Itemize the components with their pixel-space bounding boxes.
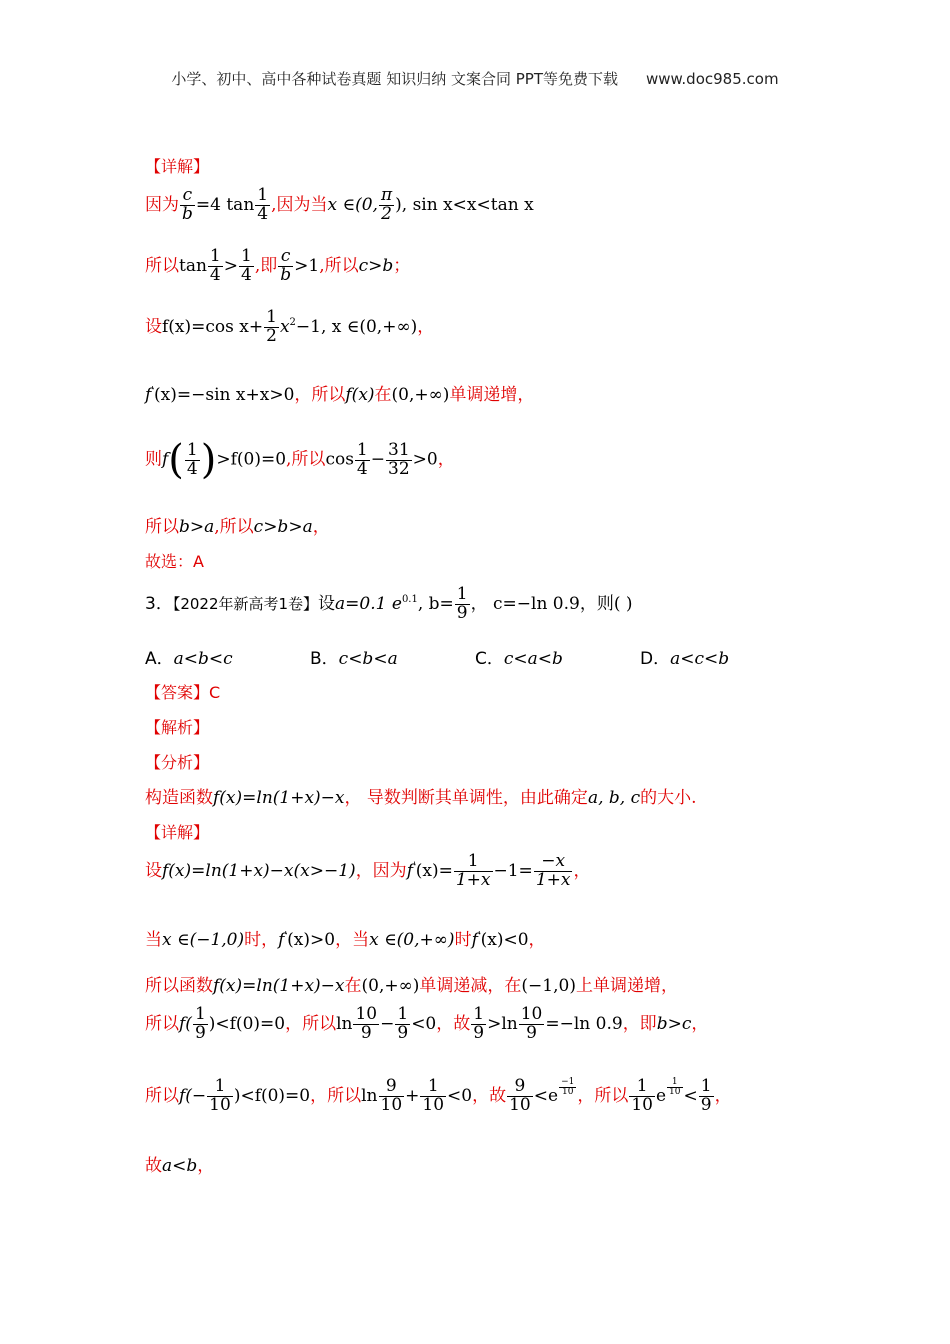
prime: ': [477, 930, 481, 942]
fenxi-tag: 【分析】: [145, 753, 210, 772]
text: ，: [417, 316, 435, 337]
math: f: [278, 930, 285, 950]
math: f(x)=ln(1+x)−x: [213, 788, 345, 808]
math: >ln: [487, 1013, 518, 1034]
math: ), sin x<x<tan x: [395, 194, 534, 215]
denominator: 9: [526, 1022, 537, 1043]
text: ,所以: [214, 517, 254, 537]
option-label: D．: [640, 649, 671, 669]
text: 因为: [145, 194, 179, 215]
paren: ): [200, 437, 217, 483]
solution-line-5: 则f( $\frac{1}{4}$ )>f(0)=0,所以cos $\frac{1}{4}$ − $\frac{31}{32}$ >0，: [145, 437, 455, 483]
math: x ∈(−1,0): [162, 930, 245, 950]
math: −1, x ∈(0,+∞): [295, 316, 418, 337]
text: 设: [318, 593, 336, 614]
prime: ': [284, 930, 288, 942]
solution-line-3: [145, 309, 434, 346]
math: tan: [179, 255, 207, 276]
fraction: [379, 187, 394, 224]
analysis-tag: 【解析】: [145, 718, 210, 737]
math: f(: [179, 1013, 192, 1034]
text: ，因为: [355, 860, 407, 881]
fraction: [264, 309, 279, 346]
numerator: −x: [534, 853, 573, 872]
denominator: 10: [669, 1087, 681, 1098]
option-b: [310, 644, 398, 669]
numerator: 1: [266, 307, 277, 327]
question-3: [145, 586, 633, 623]
math: x: [279, 316, 290, 337]
exponent: 0.1: [401, 594, 418, 606]
text: ，: [312, 517, 330, 537]
text: 在: [344, 976, 362, 996]
text: ，所以: [285, 1013, 337, 1034]
text: ，: [714, 1085, 732, 1106]
numerator: π: [380, 185, 393, 205]
fraction: [519, 1006, 545, 1043]
page-header: [0, 68, 950, 89]
text: 则: [145, 449, 162, 470]
detail-line-2: [145, 925, 546, 950]
denominator: 10: [631, 1094, 653, 1115]
text: ，所以: [310, 1085, 362, 1106]
fraction: [395, 1006, 410, 1043]
numerator: 1: [700, 1076, 712, 1096]
math: >: [223, 255, 238, 276]
fraction: [355, 439, 370, 479]
math: , b=: [417, 593, 454, 614]
numerator: 1: [186, 439, 198, 460]
math: f(x): [345, 385, 375, 405]
numerator: 1: [194, 1004, 206, 1024]
denominator: 9: [700, 1094, 712, 1115]
math: a<b: [162, 1156, 198, 1176]
denominator: 2: [381, 203, 392, 224]
text: ，: [573, 860, 591, 881]
math: (0,+∞): [361, 976, 420, 996]
denominator: b: [280, 264, 292, 285]
detail-line-1: [145, 853, 590, 890]
prime: ': [412, 861, 416, 873]
fenxi-line: [145, 783, 697, 808]
denominator: 2: [266, 325, 277, 346]
math: x ∈(0,+∞): [369, 930, 455, 950]
numerator: 1: [420, 1078, 446, 1097]
text: ；: [393, 255, 411, 276]
math: (x)=−sin x+x>0: [154, 385, 295, 405]
denominator: 4: [257, 203, 269, 224]
denominator: 10: [561, 1087, 574, 1098]
math: <e: [533, 1085, 559, 1106]
text: ，即: [622, 1013, 657, 1034]
math: f: [145, 385, 152, 405]
question-source: 【2022年新高考1卷】: [172, 594, 319, 613]
math: =−ln 0.9: [545, 1013, 623, 1034]
math: f: [406, 860, 413, 881]
option-text: c<b<a: [338, 649, 398, 669]
denominator: 10: [509, 1094, 531, 1115]
numerator: 10: [520, 1004, 543, 1024]
choice-line: 故选：A: [145, 552, 204, 571]
math: )<f(0)=0: [208, 1013, 286, 1034]
fraction: [193, 1006, 208, 1043]
fraction: [180, 187, 195, 224]
math: (0,+∞): [391, 385, 450, 405]
text: ,所以: [319, 255, 359, 276]
denominator: 1+x: [455, 869, 491, 890]
math: <: [683, 1085, 698, 1106]
fraction: [208, 248, 223, 285]
option-text: c<a<b: [503, 649, 563, 669]
text: 时，: [244, 930, 279, 950]
exponent: 2: [289, 317, 296, 329]
math: >1: [294, 255, 320, 276]
math: f(−: [179, 1085, 207, 1106]
fraction: [629, 1078, 655, 1115]
text: =4 tan: [195, 194, 255, 215]
answer-line: [145, 680, 220, 703]
numerator: 31: [388, 439, 410, 460]
math: a=0.1 e: [335, 593, 402, 614]
question-number: 3．: [145, 593, 173, 614]
numerator: 1: [397, 1004, 409, 1024]
text: 所以函数: [145, 976, 213, 996]
detail-tag: 【详解】: [145, 157, 210, 176]
option-text: a<c<b: [670, 649, 730, 669]
fraction: [455, 586, 470, 623]
denominator: 9: [397, 1022, 409, 1043]
math: <0: [447, 1085, 473, 1106]
solution-line-2: [145, 248, 410, 285]
math: b>a: [179, 517, 215, 537]
text: 构造函数: [145, 788, 213, 808]
header-text: 小学、初中、高中各种试卷真题 知识归纳 文案合同 PPT等免费下载: [171, 70, 618, 88]
option-label: A．: [145, 649, 174, 669]
numerator: 1: [667, 1078, 682, 1088]
fraction: [207, 1078, 233, 1115]
text: 的大小.: [640, 788, 697, 808]
text: 设: [145, 860, 162, 881]
denominator: 9: [456, 602, 468, 623]
math: −1=: [493, 860, 533, 881]
denominator: 4: [356, 458, 368, 479]
fraction: [699, 1078, 714, 1115]
numerator: 1: [356, 439, 368, 460]
fraction: [471, 1006, 486, 1043]
math: +: [405, 1085, 420, 1106]
detail-line-3: [145, 971, 678, 996]
numerator: 1: [473, 1004, 485, 1024]
prime: ': [151, 385, 155, 397]
exponent-fraction: [559, 1078, 576, 1098]
math: >f(0)=0: [216, 449, 287, 470]
math: cos: [325, 449, 354, 470]
answer-tag: 【答案】: [145, 683, 210, 702]
text: 单调递增，: [449, 385, 535, 405]
exponent-fraction: [667, 1078, 682, 1098]
denominator: 9: [194, 1022, 206, 1043]
text: 时: [454, 930, 472, 950]
option-c: [475, 644, 563, 669]
math: f(x)=ln(1+x)−x(x>−1): [162, 860, 356, 881]
fraction: [534, 853, 573, 890]
text: ,所以: [286, 449, 326, 470]
numerator: 1: [241, 246, 252, 266]
text: ，: [437, 449, 455, 470]
fraction: [278, 248, 293, 285]
numerator: 10: [355, 1004, 378, 1024]
math: b>c: [656, 1013, 692, 1034]
numerator: 1: [257, 185, 269, 205]
text: 当: [145, 930, 162, 950]
text: 所以: [145, 517, 179, 537]
text: ，所以: [577, 1085, 629, 1106]
numerator: 9: [379, 1078, 405, 1097]
denominator: 10: [209, 1094, 231, 1115]
numerator: 9: [507, 1078, 533, 1097]
fraction: [379, 1078, 405, 1115]
text: ，当: [335, 930, 370, 950]
option-text: a<b<c: [173, 649, 233, 669]
denominator: 4: [241, 264, 252, 285]
fraction: [420, 1078, 446, 1115]
fraction: [353, 1006, 379, 1043]
math: >0: [412, 449, 438, 470]
numerator: −1: [561, 1077, 575, 1087]
math: ， c=−ln 0.9，则( ): [470, 593, 633, 614]
numerator: 1: [456, 584, 468, 604]
detail-tag-2: 【详解】: [145, 823, 210, 842]
text: 所以: [145, 1013, 179, 1034]
math: f: [162, 449, 169, 470]
option-label: B．: [310, 649, 339, 669]
fraction: [185, 439, 200, 479]
fraction: [507, 1078, 533, 1115]
denominator: 1+x: [535, 869, 571, 890]
paren: (: [168, 437, 184, 483]
text: 故: [145, 1156, 162, 1176]
text: ,即: [254, 255, 278, 276]
denominator: b: [182, 203, 193, 224]
text: 上单调递增，: [575, 976, 678, 996]
math: a, b, c: [587, 788, 641, 808]
text: 所以: [145, 1085, 179, 1106]
math: f(x)=cos x+: [162, 316, 264, 337]
numerator: c: [180, 187, 195, 206]
denominator: 10: [422, 1094, 445, 1115]
denominator: 32: [388, 458, 410, 479]
denominator: 9: [360, 1022, 372, 1043]
numerator: 1: [629, 1078, 655, 1097]
math: e: [655, 1085, 667, 1106]
text: ，: [691, 1013, 709, 1034]
math: <0: [411, 1013, 437, 1034]
header-site: www.doc985.com: [645, 70, 779, 88]
denominator: 10: [380, 1094, 403, 1115]
solution-line-4: [145, 380, 534, 405]
text: 设: [145, 316, 162, 337]
solution-line-6: [145, 512, 330, 537]
math: )<f(0)=0: [233, 1085, 311, 1106]
text: ，: [197, 1156, 215, 1176]
denominator: 4: [186, 458, 198, 479]
text: 单调递减，在: [419, 976, 522, 996]
option-a: [145, 644, 233, 669]
math: c>b>a: [253, 517, 313, 537]
fraction: [255, 187, 270, 224]
answer-value: C: [209, 683, 221, 702]
option-label: C．: [475, 649, 504, 669]
text: 在: [374, 385, 392, 405]
fraction: [454, 853, 493, 890]
numerator: 1: [454, 853, 493, 872]
math: ln: [336, 1013, 353, 1034]
math: (−1,0): [521, 976, 576, 996]
detail-line-5: [145, 1078, 732, 1115]
math: (x)=: [415, 860, 453, 881]
math: −: [380, 1013, 395, 1034]
detail-line-4: [145, 1006, 708, 1043]
fraction: [239, 248, 254, 285]
numerator: 1: [207, 1078, 233, 1097]
text: ,因为当: [271, 194, 328, 215]
math: (x)<0: [480, 930, 529, 950]
text: ，所以: [294, 385, 346, 405]
math: f: [471, 930, 478, 950]
numerator: 1: [209, 246, 221, 266]
text: ，: [528, 930, 546, 950]
math: f(x)=ln(1+x)−x: [213, 976, 345, 996]
math: x ∈(0,: [327, 194, 378, 215]
text: 所以: [145, 255, 179, 276]
fraction: [386, 439, 412, 479]
math: (x)>0: [287, 930, 336, 950]
math: ln: [361, 1085, 378, 1106]
denominator: 4: [209, 264, 221, 285]
solution-line-1: [145, 187, 534, 224]
option-d: [640, 644, 729, 669]
math: c>b: [358, 255, 394, 276]
denominator: 9: [473, 1022, 485, 1043]
text: ，故: [472, 1085, 507, 1106]
text: ，故: [436, 1013, 471, 1034]
detail-line-6: [145, 1151, 214, 1176]
numerator: c: [278, 248, 293, 267]
text: ， 导数判断其单调性，由此确定: [344, 788, 588, 808]
